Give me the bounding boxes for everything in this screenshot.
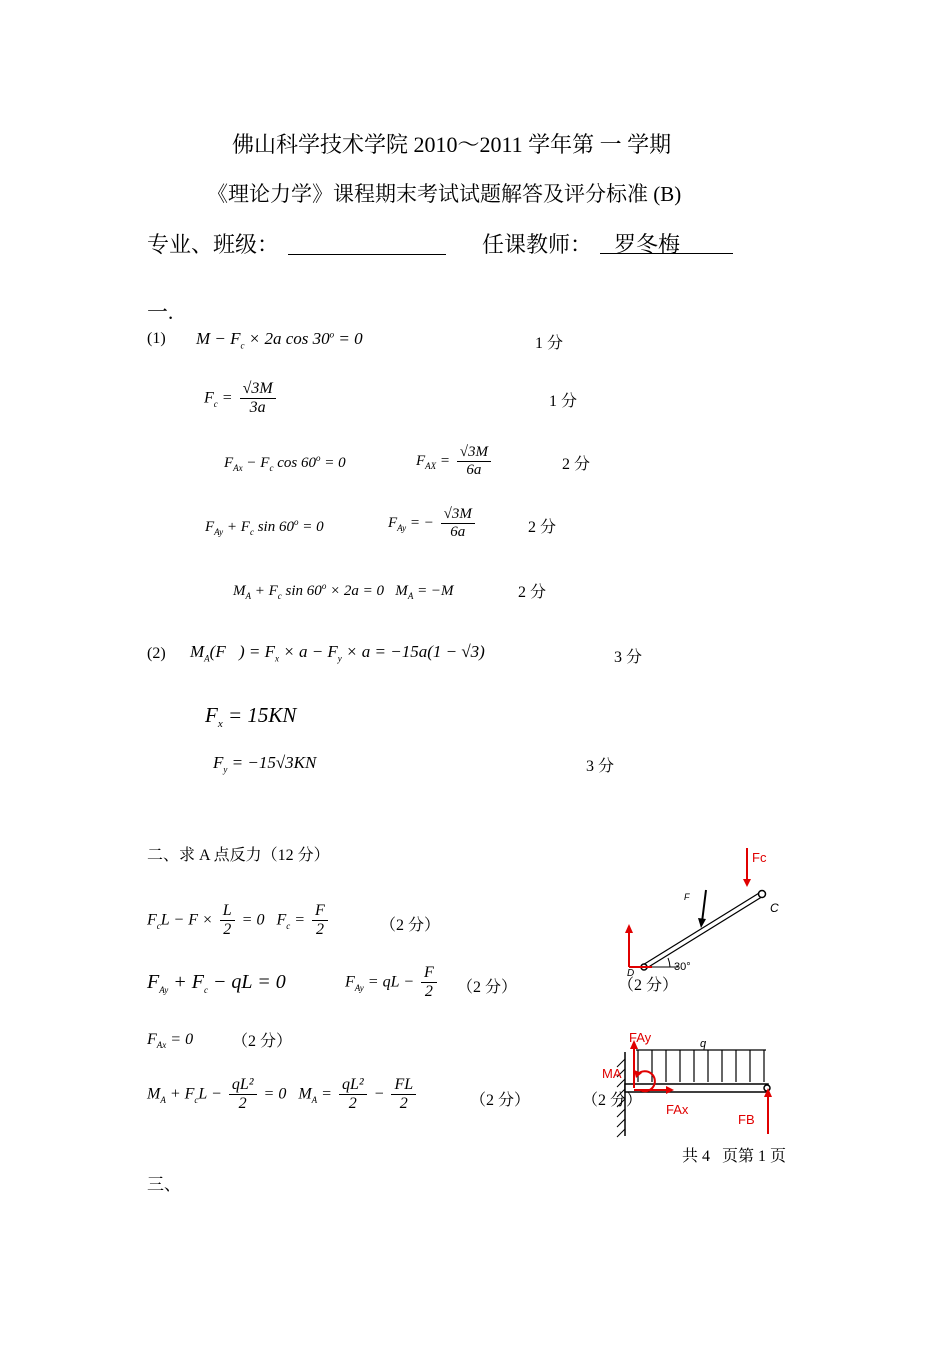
eq-s2-4: $M_A + F_cL$ − $\frac{\text{qL²}}{2}$ = 0 $M_A$ = $\frac{\text{qL²}}{2}$ − $\frac{FL}{2}$ <box>147 1076 419 1114</box>
score: （2 分） <box>457 979 518 996</box>
score: （2 分） <box>380 917 441 934</box>
label-f: F <box>684 892 690 902</box>
page-info: 共 4 页第 1 页 <box>682 1148 787 1165</box>
eq-moment-balance: $M - F_c \times 2a$ $\cos 30^o = 0$ <box>196 329 363 351</box>
section3-heading: 三、 <box>147 1175 181 1194</box>
major-field <box>288 228 446 255</box>
label-d: D <box>627 968 635 979</box>
eq-fay-balance: $F_{Ay} + F_c$ $\sin 60^o = 0$ <box>205 517 324 537</box>
eq-fay: $F_{Ay}$ = − $\frac{√3M}{6a}$ <box>388 506 478 542</box>
score: 1 分 <box>549 393 578 410</box>
label-ma: MA <box>602 1066 622 1081</box>
eq-fy: $F_y = -15√3KN$ <box>213 753 317 775</box>
eq-fax-balance: $F_{Ax} - F_c$ $\cos 60^o = 0$ <box>224 453 346 473</box>
eq-fx: $F_x = 15KN$ <box>205 703 297 731</box>
label-fay: FAy <box>629 1030 652 1045</box>
score-fig2: （2 分） <box>582 1092 643 1109</box>
eq-moment-vector: $M_A(F⃗) = F_x \times a - F_y \times a = -15a(1 - √3)$ <box>190 642 485 664</box>
eq-fax: $F_{AX}$ = $\frac{√3M}{6a}$ <box>416 444 494 480</box>
page-subtitle: 《理论力学》课程期末考试试题解答及评分标准 (B) <box>207 182 682 206</box>
eq-ma: $M_A + F_c$ $\sin 60^o \times 2a = 0$ $M_A = -M$ <box>233 581 454 601</box>
figure-cantilever <box>596 1024 796 1144</box>
major-label: 专业、班级： <box>147 232 280 257</box>
score: 3 分 <box>614 649 643 666</box>
figure-inclined-bar <box>610 842 810 992</box>
eq-s2-2b: $F_{Ay}$ = qL − $\frac{F}{2}$ <box>345 964 440 1002</box>
score: 2 分 <box>528 519 557 536</box>
eq-s2-2: $F_{Ay} + F_c$ − qL = 0 <box>147 971 286 995</box>
label-q: q <box>700 1038 707 1050</box>
eq-s2-1: $F_cL - F$ × $\frac{L}{2}$ = 0 $F_c$ = $\frac{F}{2}$ <box>147 902 331 940</box>
score: （2 分） <box>232 1033 293 1050</box>
label-fax: FAx <box>666 1102 689 1117</box>
section2-heading: 二、求 A 点反力（12 分） <box>147 847 330 864</box>
score: 2 分 <box>562 456 591 473</box>
part1-label: (1) <box>147 330 166 347</box>
score: 1 分 <box>535 335 564 352</box>
score: 2 分 <box>518 584 547 601</box>
angle-label: 30° <box>674 961 691 973</box>
teacher-label: 任课教师： <box>482 232 593 257</box>
label-fb: FB <box>738 1112 755 1127</box>
teacher-field: 罗冬梅 <box>600 228 733 254</box>
eq-s2-3: $F_{Ax} = 0$ <box>147 1031 194 1051</box>
eq-fc: $F_c$ = $\frac{√3M}{3a}$ <box>204 380 279 418</box>
page-title: 佛山科学技术学院 2010～2011 学年第 一 学期 <box>232 132 672 157</box>
label-fc: Fc <box>752 850 767 865</box>
label-c: C <box>770 901 779 915</box>
score-fig1: （2 分） <box>618 977 679 994</box>
score: 3 分 <box>586 758 615 775</box>
part2-label: (2) <box>147 645 166 662</box>
score: （2 分） <box>470 1092 531 1109</box>
section1-heading: 一. <box>147 300 174 324</box>
